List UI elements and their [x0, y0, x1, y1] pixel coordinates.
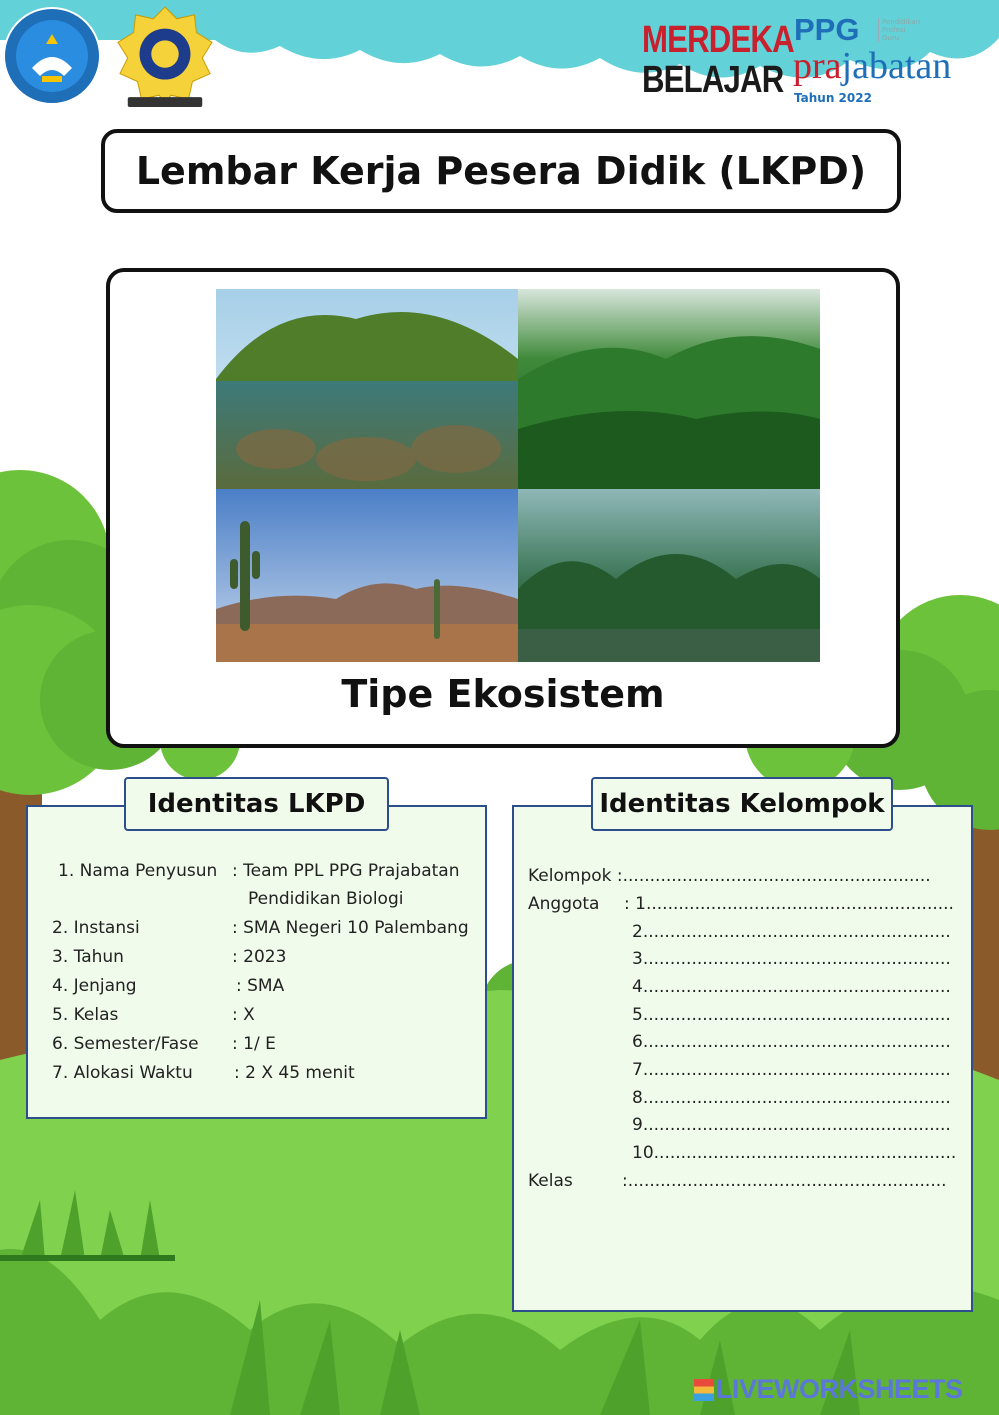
lkpd-row-value: : Team PPL PPG Prajabatan [232, 861, 460, 881]
kelas-label: Kelas [528, 1171, 573, 1191]
anggota-field[interactable]: 3......................................................... [632, 949, 951, 969]
lkpd-row-label: 7. Alokasi Waktu [52, 1063, 193, 1083]
prajabatan-blue-text: jabatan [841, 45, 952, 87]
liveworksheets-icon [694, 1379, 714, 1401]
rainforest-photo [518, 289, 820, 489]
liveworksheets-watermark [694, 1374, 963, 1405]
ecosystem-title: Tipe Ekosistem [341, 672, 665, 716]
anggota-field[interactable]: : 1......................................................... [624, 894, 954, 914]
kelas-field[interactable]: :........................................................... [622, 1171, 947, 1191]
belajar-text: BELAJAR [642, 59, 784, 101]
identitas-lkpd-heading: Identitas LKPD [124, 777, 389, 831]
anggota-field[interactable]: 6......................................................... [632, 1032, 951, 1052]
anggota-field[interactable]: 10........................................................ [632, 1143, 957, 1163]
identitas-kelompok-heading: Identitas Kelompok [591, 777, 893, 831]
lake-forest-photo [518, 489, 820, 662]
lkpd-row-value: : 2023 [232, 947, 287, 967]
lkpd-row-label: 3. Tahun [52, 947, 124, 967]
kelompok-field[interactable]: Kelompok :......................................................... [528, 866, 931, 886]
lkpd-row-value: Pendidikan Biologi [248, 889, 404, 909]
anggota-field[interactable]: 9......................................................... [632, 1115, 951, 1135]
lkpd-row-label: 6. Semester/Fase [52, 1034, 199, 1054]
lkpd-row-value: : 1/ E [232, 1034, 276, 1054]
anggota-field[interactable]: 7......................................................... [632, 1060, 951, 1080]
prajabatan-red-text: pra [793, 45, 842, 87]
anggota-field[interactable]: 4......................................................... [632, 977, 951, 997]
lkpd-row-value: : X [232, 1005, 255, 1025]
ppg-small-text: Pendidikan Profesi Guru [878, 18, 922, 42]
anggota-field[interactable]: 8......................................................... [632, 1088, 951, 1108]
lkpd-row-label: 4. Jenjang [52, 976, 137, 996]
ppg-text: PPG [794, 12, 860, 47]
prajabatan-logo [793, 44, 951, 88]
lkpd-row-label: 2. Instansi [52, 918, 140, 938]
merdeka-belajar-logo [642, 19, 794, 101]
lkpd-row-label: 5. Kelas [52, 1005, 119, 1025]
mangrove-coral-photo [216, 289, 518, 489]
anggota-field[interactable]: 2......................................................... [632, 922, 951, 942]
merdeka-text: MERDEKA [642, 19, 794, 61]
watermark-text: LIVEWORKSHEETS [716, 1374, 963, 1404]
lkpd-row-value: : SMA [236, 976, 285, 996]
tut-wuri-handayani-logo [2, 6, 102, 106]
lkpd-row-label: 1. Nama Penyusun [58, 861, 218, 881]
desert-photo [216, 489, 518, 662]
ecosystem-photo-collage [216, 289, 820, 662]
lkpd-row-value: : SMA Negeri 10 Palembang [232, 918, 469, 938]
lkpd-row-value: : 2 X 45 menit [234, 1063, 355, 1083]
anggota-field[interactable]: 5......................................................... [632, 1005, 951, 1025]
anggota-label: Anggota [528, 894, 600, 914]
universitas-sriwijaya-logo [116, 4, 214, 110]
page-title: Lembar Kerja Pesera Didik (LKPD) [135, 149, 867, 193]
title-box [101, 129, 901, 213]
tahun-text: Tahun 2022 [794, 91, 872, 105]
